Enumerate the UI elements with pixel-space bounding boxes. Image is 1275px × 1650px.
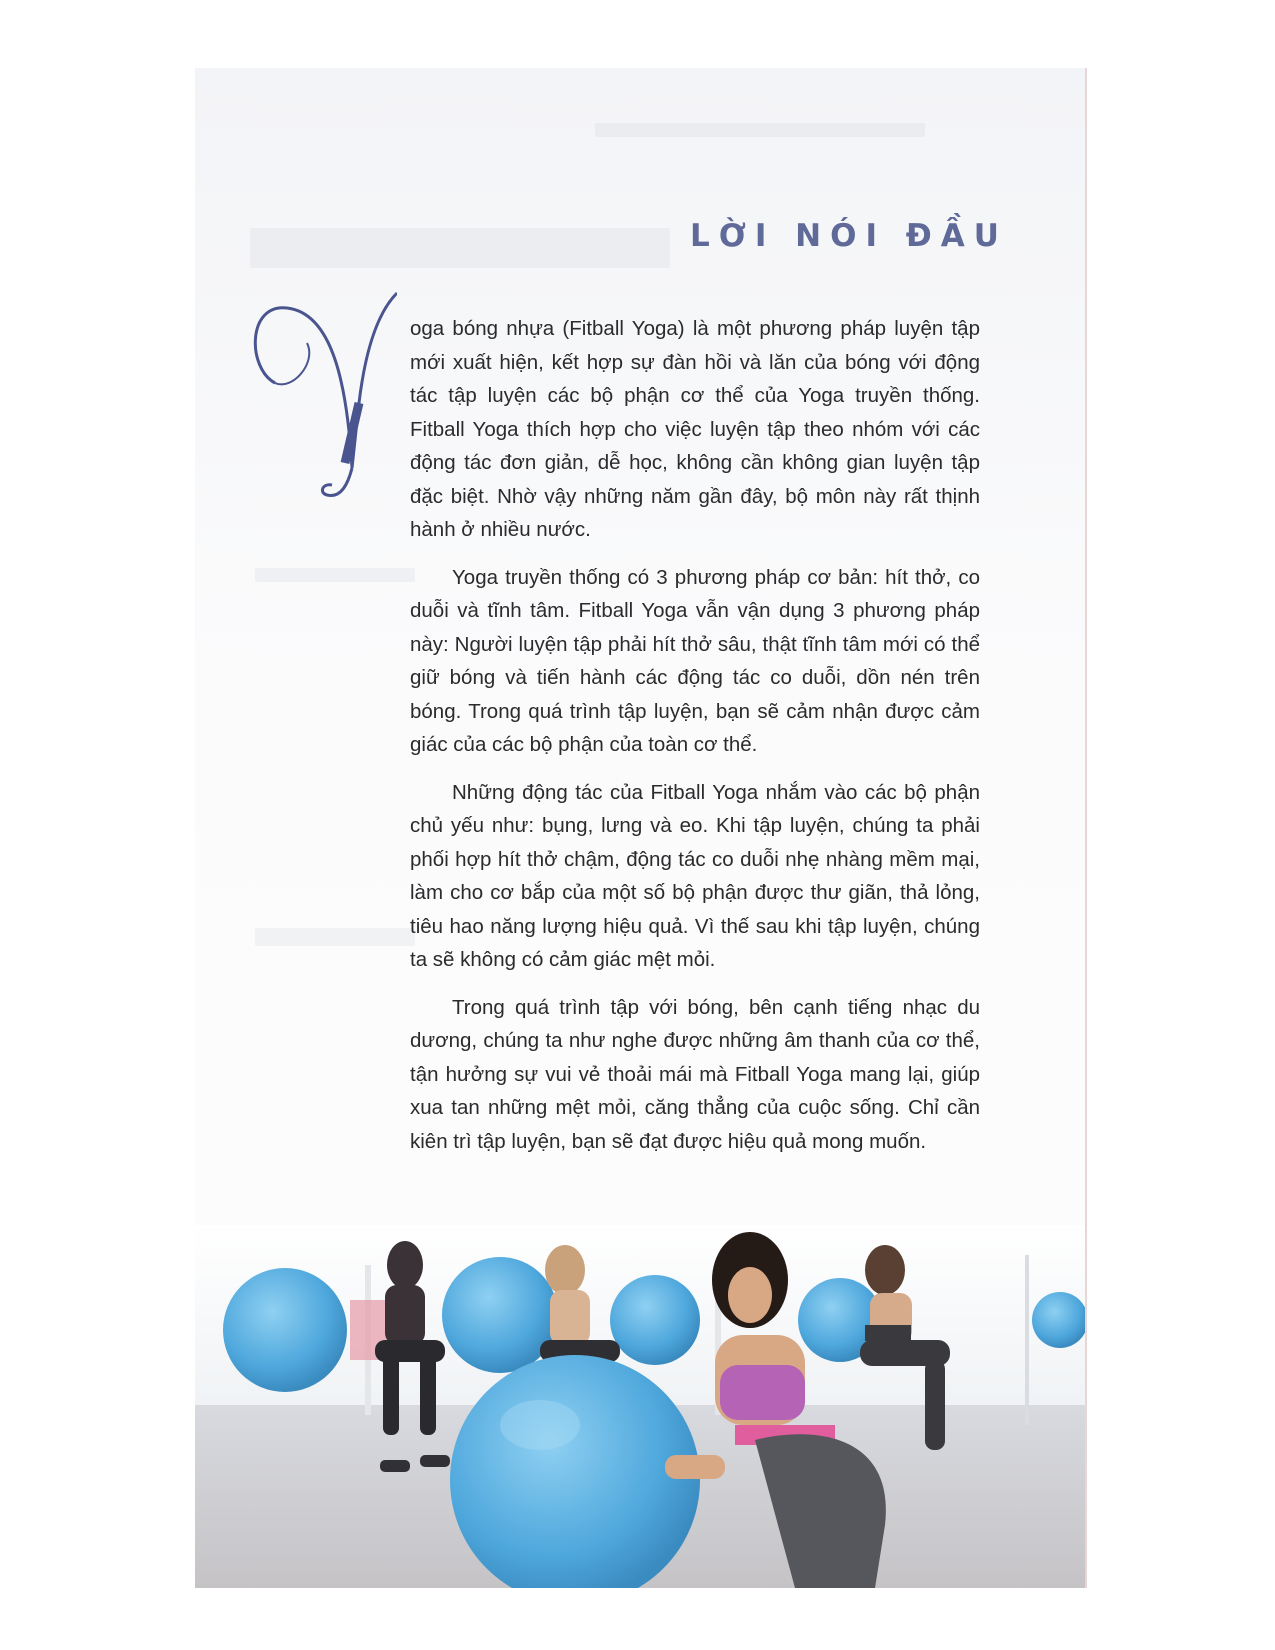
fitball-yoga-class-photo — [195, 1225, 1085, 1588]
bleed-through-shadow — [595, 123, 925, 137]
paragraph-1: oga bóng nhựa (Fitball Yoga) là một phương pháp luyện tập mới xuất hiện, kết hợp sự đàn hồi và lăn của bóng với động tác tập luyện các bộ phận cơ thể của Yoga truyền thống. Fitball Yoga thích hợp cho việc luyện tập theo nhóm với các động tác đơn giản, dễ học, không cần không gian luyện tập đặc biệt. Nhờ vậy những năm gần đây, bộ môn này rất thịnh hành ở nhiều nước. — [410, 317, 980, 541]
paragraph-3: Những động tác của Fitball Yoga nhắm vào các bộ phận chủ yếu như: bụng, lưng và eo. Khi tập luyện, chúng ta phải phối hợp hít thở chậm, động tác co duỗi nhẹ nhàng mềm mại, làm cho cơ bắp của một số bộ phận được thư giãn, thả lỏng, tiêu hao năng lượng hiệu quả. Vì thế sau khi tập luyện, chúng ta sẽ không có cảm giác mệt mỏi. — [410, 780, 980, 971]
dropcap-y-icon — [247, 273, 397, 503]
bleed-through-shadow — [255, 928, 415, 946]
bleed-through-shadow — [250, 228, 670, 268]
paragraph-4: Trong quá trình tập với bóng, bên cạnh tiếng nhạc du dương, chúng ta như nghe được những âm thanh của cơ thể, tận hưởng sự vui vẻ thoải mái mà Fitball Yoga mang lại, giúp xua tan những mệt mỏi, căng thẳng của cuộc sống. Chỉ cần kiên trì tập luyện, bạn sẽ đạt được hiệu quả mong muốn. — [410, 995, 980, 1153]
book-page — [195, 68, 1087, 1588]
paragraph-2: Yoga truyền thống có 3 phương pháp cơ bản: hít thở, co duỗi và tĩnh tâm. Fitball Yoga vẫn vận dụng 3 phương pháp này: Người luyện tập phải hít thở sâu, thật tĩnh tâm mới có thể giữ bóng và tiến hành các động tác co duỗi, dồn nén trên bóng. Trong quá trình tập luyện, bạn sẽ cảm nhận được cảm giác của các bộ phận của toàn cơ thể. — [410, 565, 980, 756]
bleed-through-shadow — [255, 568, 415, 582]
preface-body — [410, 312, 980, 1172]
page-title: LỜI NÓI ĐẦU — [690, 218, 1008, 254]
